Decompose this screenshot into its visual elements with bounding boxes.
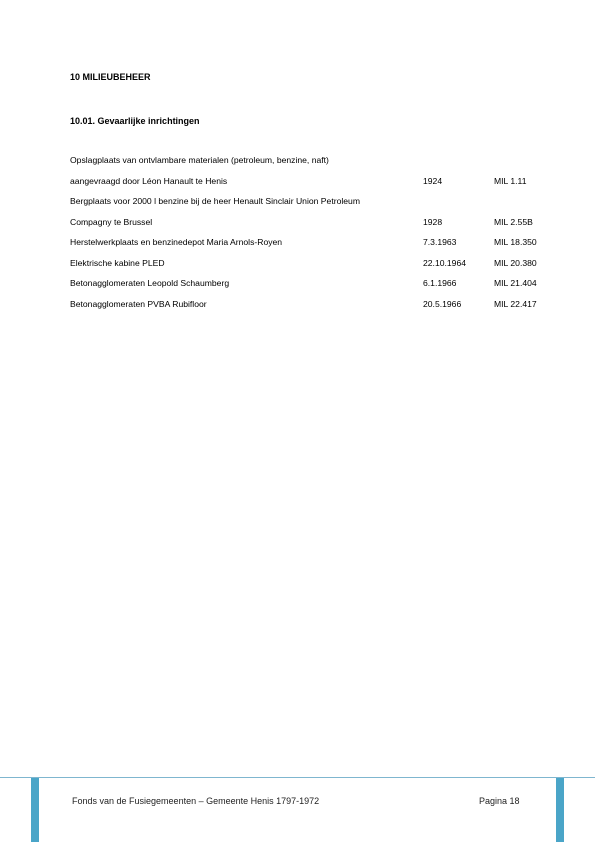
item-date: 22.10.1964	[423, 257, 467, 268]
list-item	[70, 232, 550, 253]
item-description: Betonagglomeraten PVBA Rubifloor	[70, 298, 207, 309]
list-item	[70, 212, 550, 233]
footer-accent-bar-left	[31, 778, 39, 842]
item-description: Bergplaats voor 2000 l benzine bij de heer Henault Sinclair Union Petroleum	[70, 196, 360, 206]
list-item	[70, 191, 550, 212]
item-date: 1924	[423, 175, 443, 186]
item-reference: MIL 18.350	[494, 237, 537, 247]
footer-divider	[0, 777, 595, 778]
footer-fonds-text: Fonds van de Fusiegemeenten – Gemeente Henis 1797-1972	[72, 796, 320, 806]
section-title: 10 MILIEUBEHEER	[70, 72, 151, 82]
list-item	[70, 171, 550, 192]
item-date: 6.1.1966	[423, 278, 457, 288]
item-reference: MIL 20.380	[494, 257, 537, 268]
footer-accent-bar-right	[556, 778, 564, 842]
item-reference: MIL 21.404	[494, 278, 537, 288]
list-item	[70, 253, 550, 274]
item-date: 1928	[423, 216, 443, 227]
subsection-title: 10.01. Gevaarlijke inrichtingen	[70, 116, 200, 126]
list-item	[70, 273, 550, 294]
item-description: Compagny te Brussel	[70, 216, 153, 227]
item-reference: MIL 1.11	[494, 175, 527, 186]
page-number: Pagina 18	[479, 796, 520, 806]
list-item	[70, 294, 550, 315]
item-date: 7.3.1963	[423, 237, 457, 247]
item-reference: MIL 22.417	[494, 298, 537, 309]
list-item	[70, 150, 550, 171]
item-description: Betonagglomeraten Leopold Schaumberg	[70, 278, 230, 288]
item-description: Herstelwerkplaats en benzinedepot Maria Arnols-Royen	[70, 237, 283, 247]
item-description: Elektrische kabine PLED	[70, 257, 165, 268]
inventory-list	[70, 150, 550, 314]
item-description: Opslagplaats van ontvlambare materialen (petroleum, benzine, naft)	[70, 155, 329, 165]
item-reference: MIL 2.55B	[494, 216, 533, 227]
item-date: 20.5.1966	[423, 298, 462, 309]
item-description: aangevraagd door Léon Hanault te Henis	[70, 175, 228, 186]
